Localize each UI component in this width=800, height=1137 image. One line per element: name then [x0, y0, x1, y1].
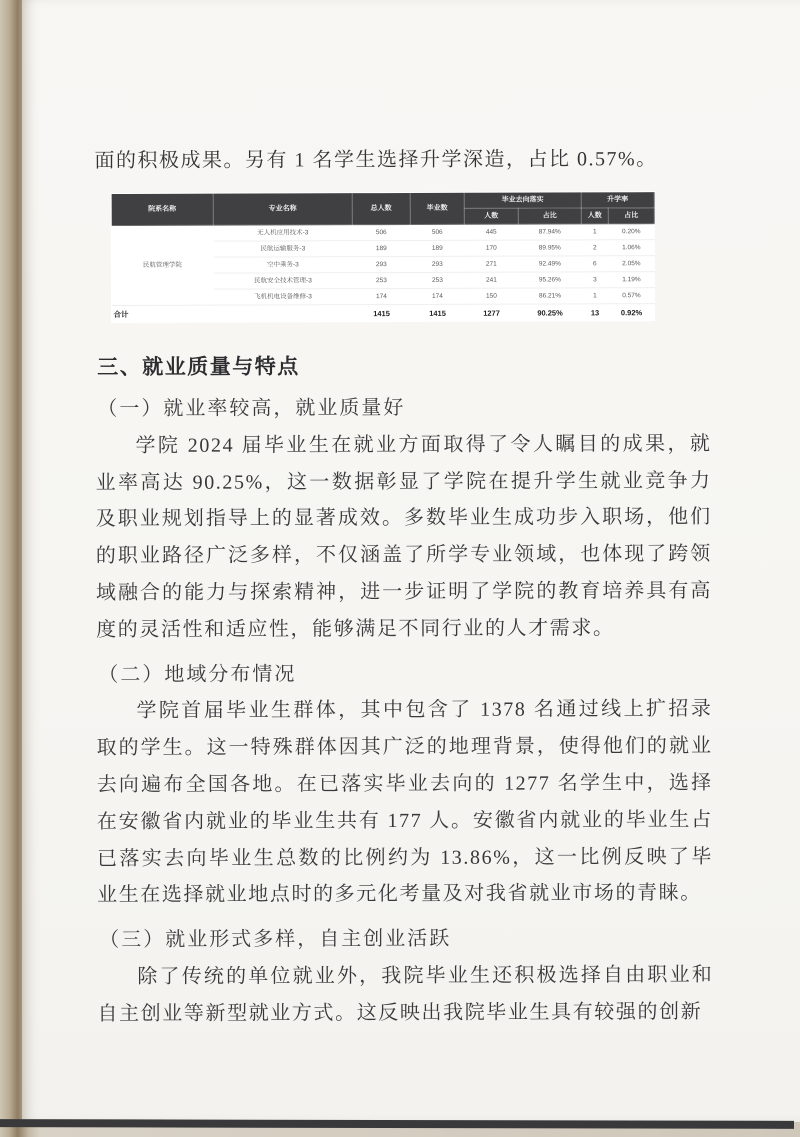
study-ratio-cell: 2.05% [608, 256, 654, 272]
study-ratio-cell: 1.06% [608, 240, 654, 256]
college-name-cell: 民航管理学院 [111, 225, 213, 305]
major-cell: 空中乘务-3 [213, 257, 352, 273]
graduate-destination-table [111, 191, 655, 323]
header-emp-ratio: 占比 [518, 208, 581, 224]
study-ratio-cell: 0.57% [608, 288, 654, 304]
page-content [94, 145, 713, 1033]
emp-ratio-cell: 90.25% [537, 307, 563, 318]
study-ratio-cell: 0.92% [620, 307, 643, 317]
major-cell: 民航安全技术管理-3 [213, 273, 352, 289]
total-cell: 189 [352, 240, 410, 256]
subsection-2-heading: （二）地域分布情况 [98, 662, 297, 686]
emp-count-cell: 271 [464, 256, 518, 272]
study-count-cell: 6 [581, 256, 608, 272]
total-cell: 293 [352, 256, 410, 272]
emp-count-cell: 150 [464, 288, 518, 304]
header-study-ratio: 占比 [608, 208, 654, 224]
emp-count-cell: 445 [464, 224, 518, 240]
header-graduates: 毕业数 [410, 192, 464, 224]
study-count-cell: 3 [581, 272, 608, 288]
graduates-cell: 1415 [429, 308, 446, 318]
total-label-cell: 合计 [113, 309, 129, 319]
total-cell: 506 [352, 224, 410, 240]
study-count-cell: 13 [590, 307, 600, 317]
total-cell: 1415 [373, 308, 390, 318]
graduates-cell: 293 [410, 256, 464, 272]
header-college: 院系名称 [111, 193, 213, 225]
subsection-3-heading: （三）就业形式多样，自主创业活跃 [99, 927, 452, 952]
emp-count-cell: 1277 [483, 308, 500, 318]
total-cell: 174 [352, 288, 410, 304]
table-header [111, 192, 654, 226]
paragraph-regional-distribution: 学院首届毕业生群体，其中包含了 1378 名通过线上扩招录取的学生。这一特殊群体因其广泛的地理背景，使得他们的就业去向遍布全国各地。在已落实毕业去向的 1277 名学生中，选择在安徽省内就业的毕业生共有 177 人。安徽省内就业的毕业生占已落实去向毕业生总数的比例约为 13.86%，这一比例反映了毕业生在选择就业地点时的多元化考量及对我省就业市场的青睐。 [96, 698, 713, 907]
intro-line: 面的积极成果。另有 1 名学生选择升学深造，占比 0.57%。 [94, 148, 658, 173]
major-cell: 飞机机电设备维修-3 [213, 289, 352, 305]
header-study-count: 人数 [581, 208, 608, 224]
emp-count-cell: 241 [464, 272, 518, 288]
document-page [22, 0, 800, 1122]
header-employment-group: 毕业去向落实 [464, 192, 581, 208]
emp-count-cell: 170 [464, 240, 518, 256]
study-ratio-cell: 0.20% [608, 224, 654, 240]
study-count-cell: 1 [581, 224, 608, 240]
total-row [112, 304, 655, 323]
emp-ratio-cell: 89.95% [518, 240, 581, 256]
header-major: 专业名称 [213, 193, 352, 225]
paragraph-employment-quality: 学院 2024 届毕业生在就业方面取得了令人瞩目的成果，就业率高达 90.25%，这一数据彰显了学院在提升学生就业竞争力及职业规划指导上的显著成效。多数毕业生成功步入职场，他们的职业路径广泛多样，不仅涵盖了所学专业领域，也体现了跨领域融合的能力与探索精神，进一步证明了学院的教育培养具有高度的灵活性和适应性，能够满足不同行业的人才需求。 [95, 432, 713, 641]
graduates-cell: 174 [410, 288, 464, 304]
scan-bottom-edge [0, 1119, 794, 1129]
table-row [111, 224, 654, 242]
emp-ratio-cell: 92.49% [518, 256, 581, 272]
emp-ratio-cell: 95.26% [518, 272, 581, 288]
study-count-cell: 1 [581, 288, 608, 304]
graduates-cell: 506 [410, 224, 464, 240]
emp-ratio-cell: 86.21% [518, 288, 581, 304]
major-cell: 民航运输服务-3 [213, 241, 352, 257]
emp-ratio-cell: 87.94% [518, 224, 581, 240]
header-further-study-group: 升学率 [581, 192, 654, 208]
paragraph-employment-forms: 除了传统的单位就业外，我院毕业生还积极选择自由职业和自主创业等新型就业方式。这反映出我院毕业生具有较强的创新 [97, 963, 714, 1025]
total-cell: 253 [352, 272, 410, 288]
graduates-cell: 253 [410, 272, 464, 288]
study-ratio-cell: 1.19% [608, 272, 654, 288]
study-count-cell: 2 [581, 240, 608, 256]
major-cell: 无人机应用技术-3 [213, 225, 352, 241]
graduates-cell: 189 [410, 240, 464, 256]
subsection-1-heading: （一）就业率较高，就业质量好 [97, 396, 406, 421]
header-emp-count: 人数 [464, 208, 518, 224]
header-total: 总人数 [352, 192, 410, 224]
section-heading: 三、就业质量与特点 [97, 355, 300, 380]
